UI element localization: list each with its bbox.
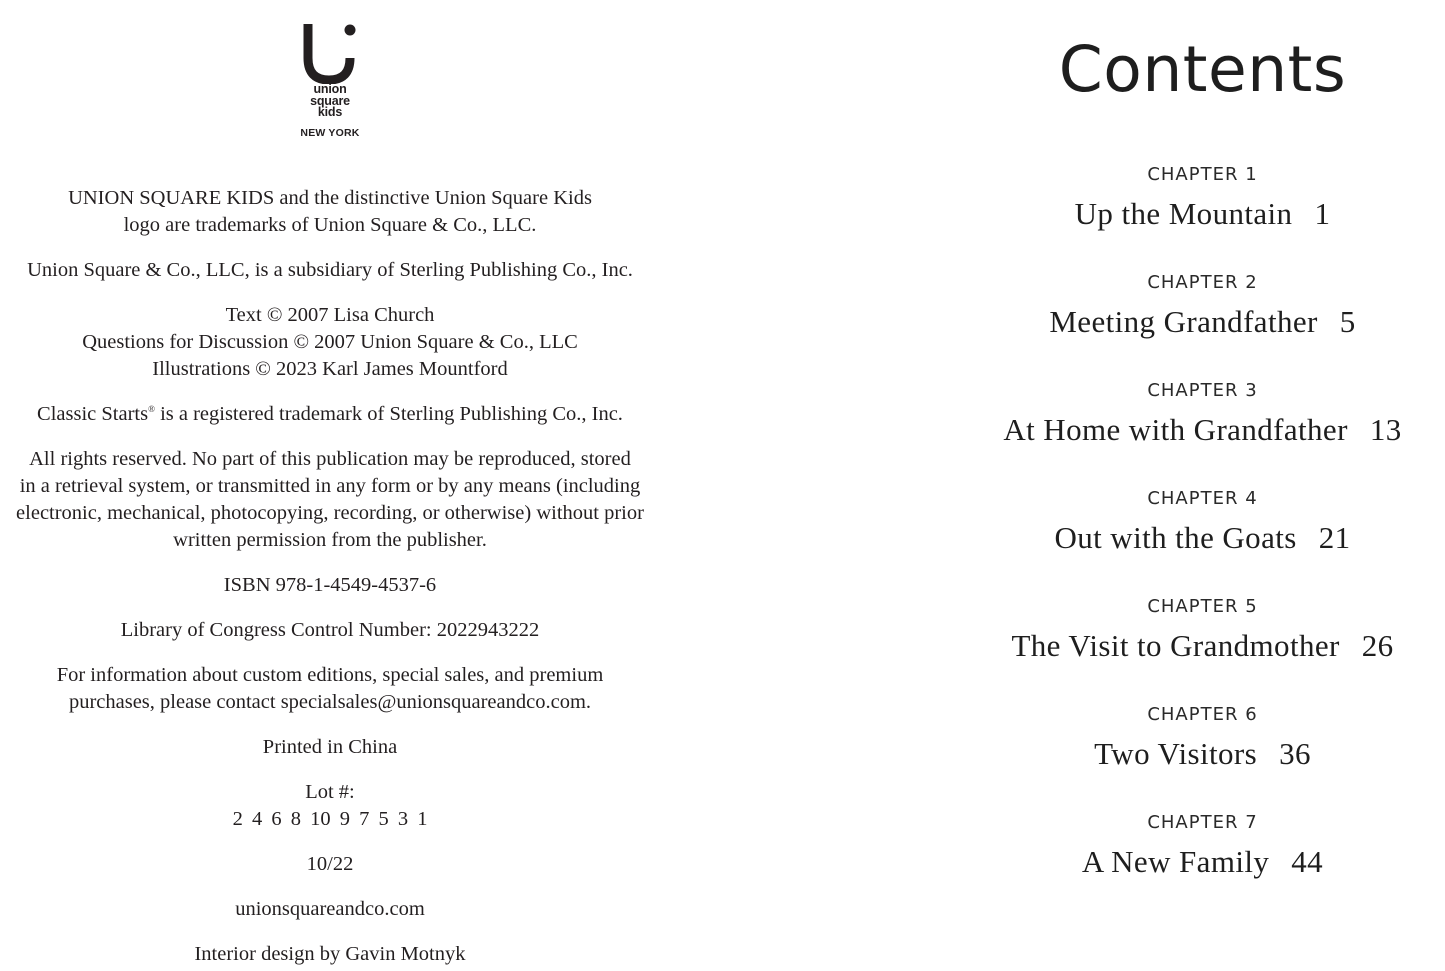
subsidiary-line: Union Square & Co., LLC, is a subsidiary of Sterling Publishing Co., Inc.	[27, 259, 633, 281]
toc-entry-chapter-2[interactable]	[960, 272, 1445, 342]
registered-mark: ®	[148, 404, 155, 414]
contents-page	[960, 0, 1445, 971]
trademark-notice	[0, 185, 660, 239]
chapter-title-line	[960, 410, 1445, 450]
rights-line: in a retrieval system, or transmitted in any form or by any means (including	[19, 475, 641, 497]
rights-line: written permission from the publisher.	[173, 529, 487, 551]
chapter-page-number: 44	[1291, 844, 1324, 879]
sales-line: purchases, please contact specialsales@unionsquareandco.com.	[68, 691, 592, 713]
trademark-line: UNION SQUARE KIDS and the distinctive Union Square Kids	[68, 187, 592, 209]
toc-entry-chapter-7[interactable]	[960, 812, 1445, 882]
chapter-title: The Visit to Grandmother	[1011, 628, 1340, 663]
chapter-title-line	[960, 734, 1445, 774]
chapter-label: CHAPTER 4	[1147, 488, 1258, 509]
credit-illustrations: Illustrations © 2023 Karl James Mountford	[152, 358, 508, 380]
copyright-credits	[0, 302, 660, 383]
chapter-title: A New Family	[1081, 844, 1270, 879]
lccn: Library of Congress Control Number: 2022943222	[120, 619, 540, 641]
chapter-page-number: 5	[1339, 304, 1356, 339]
publisher-logo	[290, 20, 370, 155]
chapter-title-line	[960, 194, 1445, 234]
sales-notice	[0, 662, 660, 716]
credit-text: Text © 2007 Lisa Church	[225, 304, 435, 326]
sales-line: For information about custom editions, special sales, and premium	[56, 664, 604, 686]
website: unionsquareandco.com	[235, 898, 425, 920]
design-credit: Interior design by Gavin Motnyk	[194, 943, 466, 965]
chapter-page-number: 26	[1361, 628, 1394, 663]
toc-entry-chapter-1[interactable]	[960, 164, 1445, 234]
toc-entry-chapter-6[interactable]	[960, 704, 1445, 774]
lot-info	[0, 779, 660, 833]
chapter-page-number: 13	[1369, 412, 1402, 447]
classic-starts-rest: is a registered trademark of Sterling Publishing Co., Inc.	[154, 403, 623, 425]
chapter-title: Out with the Goats	[1054, 520, 1297, 555]
chapter-label: CHAPTER 6	[1147, 704, 1258, 725]
chapter-label: CHAPTER 2	[1147, 272, 1258, 293]
chapter-title: Two Visitors	[1094, 736, 1258, 771]
chapter-title-line	[960, 302, 1445, 342]
contents-title: Contents	[1058, 33, 1347, 106]
chapter-label: CHAPTER 5	[1147, 596, 1258, 617]
chapter-label: CHAPTER 7	[1147, 812, 1258, 833]
chapter-page-number: 21	[1318, 520, 1351, 555]
classic-starts-notice	[0, 401, 660, 428]
subsidiary-notice	[0, 257, 660, 284]
logo-word-union: union	[313, 82, 347, 96]
chapter-title: Meeting Grandfather	[1049, 304, 1318, 339]
logo-city: NEW YORK	[300, 126, 360, 139]
date-code: 10/22	[306, 853, 354, 875]
chapter-title-line	[960, 518, 1445, 558]
printed-in: Printed in China	[262, 736, 398, 758]
classic-starts-line	[0, 401, 660, 428]
classic-starts-brand: Classic Starts	[37, 403, 149, 425]
toc-entry-chapter-4[interactable]	[960, 488, 1445, 558]
lot-numbers: 2 4 6 8 10 9 7 5 3 1	[232, 808, 428, 830]
chapter-label: CHAPTER 1	[1147, 164, 1258, 185]
chapter-label: CHAPTER 3	[1147, 380, 1258, 401]
chapter-page-number: 36	[1279, 736, 1311, 771]
lot-label: Lot #:	[305, 781, 355, 803]
chapter-title-line	[960, 842, 1445, 882]
rights-notice	[0, 446, 660, 554]
chapter-title: At Home with Grandfather	[1003, 412, 1348, 447]
chapter-title-line	[960, 626, 1445, 666]
rights-line: electronic, mechanical, photocopying, recording, or otherwise) without prior	[16, 502, 644, 524]
toc-entry-chapter-5[interactable]	[960, 596, 1445, 666]
copyright-page	[0, 0, 660, 971]
rights-line: All rights reserved. No part of this publication may be reproduced, stored	[29, 448, 631, 470]
union-square-kids-logo-icon	[300, 20, 360, 84]
chapter-title: Up the Mountain	[1074, 196, 1293, 231]
isbn: ISBN 978-1-4549-4537-6	[223, 574, 437, 596]
logo-word-kids: kids	[317, 105, 343, 119]
chapter-page-number: 1	[1314, 196, 1331, 231]
logo-word-square: square	[310, 93, 350, 108]
credit-questions: Questions for Discussion © 2007 Union Square & Co., LLC	[82, 331, 578, 353]
toc-entry-chapter-3[interactable]	[960, 380, 1445, 450]
trademark-line: logo are trademarks of Union Square & Co., LLC.	[123, 214, 537, 236]
